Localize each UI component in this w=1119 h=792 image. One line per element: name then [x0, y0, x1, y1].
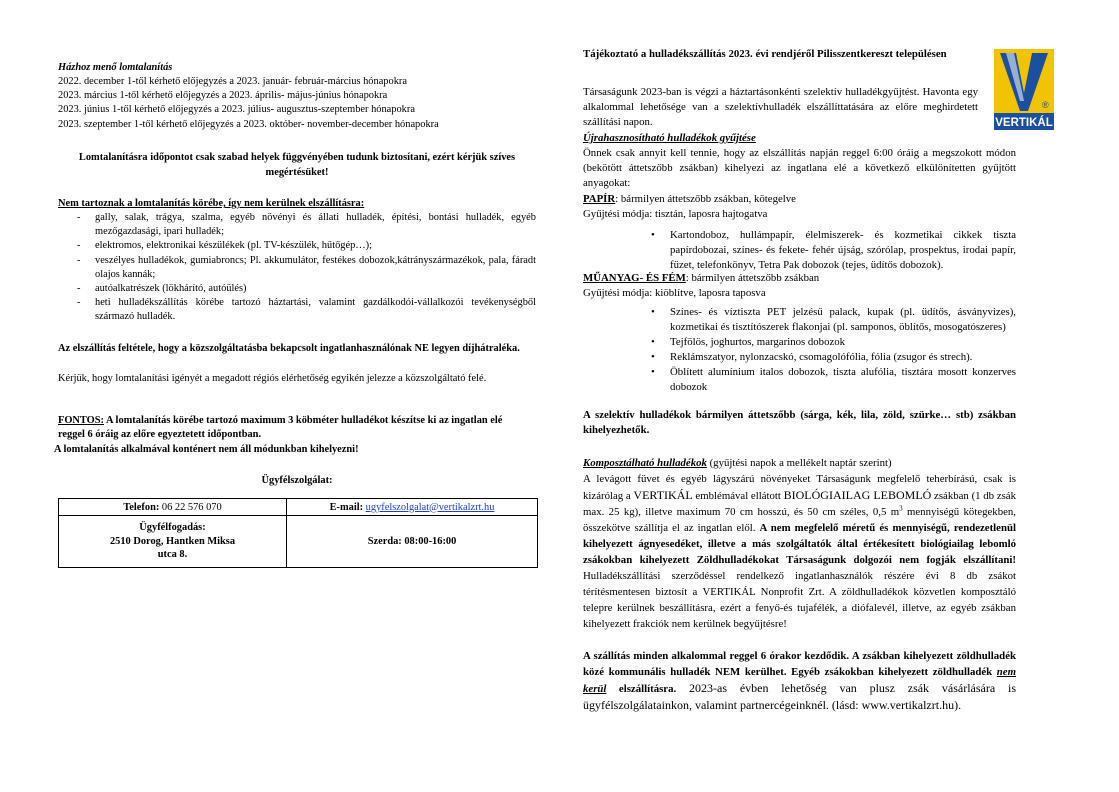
list-item: • Reklámszatyor, nylonzacskó, csomagolófólia, fólia (zsugor és strech).: [670, 350, 1016, 365]
page-title: Tájékoztató a hulladékszállítás 2023. évi rendjéről Pilisszentkereszt településen: [583, 48, 947, 60]
compost-title: Komposztálható hulladékok: [583, 457, 707, 469]
compost-bag-type: BIOLÓGIAILAG LEBOMLÓ: [783, 488, 932, 502]
intro-text: Társaságunk 2023-ban is végzi a háztartásonkénti szelektív hulladékgyűjtést. Havonta egy alkalommal lehetősége van a szelektívhulladék elszállíttatására az előre meghirdetett szállítási napon.: [583, 86, 978, 129]
office-label: Ügyfélfogadás:: [139, 522, 206, 534]
compost-paragraph: [583, 471, 1016, 632]
list-item: - gally, salak, trágya, szalma, egyéb növényi és állati hulladék, építési, bontási hulladék, egyéb mezőgazdasági, ipari hulladék;: [95, 211, 536, 239]
transport-tail: 2023-as évben lehetőség van plusz zsák vásárlására is ügyfélszolgálatainkon, valamint partnercégeinknél. (lásd: www.vertikalzrt.hu).: [583, 681, 1016, 712]
recycling-text: Önnek csak annyit kell tennie, hogy az elszállítás napján reggel 6:00 óráig a megszokott módon (bekötött áttetszőbb zsákban) kihelyezi az ingatlana elé a következő elkülönítetten gyűjtött anyagokat:: [583, 147, 1016, 190]
plastic-list: [583, 305, 1016, 396]
compost-brand: VERTIKÁL: [633, 488, 693, 502]
compost-text: emblémával ellátott: [692, 490, 784, 502]
cubic-sup: 3: [899, 504, 903, 513]
excluded-list: [58, 211, 536, 325]
phone-label: Telefon:: [123, 501, 160, 513]
office-cell: [59, 516, 287, 568]
compost-text: Hulladékszállítási szerződéssel rendelkező ingatlanhasználók részére évi 8 db zsákot térítésmentesen biztosít a VERTIKÁL Nonprofit Zrt. A zöldhulladékok közvetlen komposztáló telepre kerülnek beszállításra, ezért a fenyő-és tujafélék, a diófalevél, illetve, az egyéb zsákban kihelyezett frakciók nem kerülnek begyűjtésre!: [583, 570, 1016, 630]
compost-title-suffix: (gyűjtési napok a mellékelt naptár szerint): [706, 457, 892, 469]
logo-registered-mark: ®: [1042, 100, 1049, 110]
transport-text: A szállítás minden alkalommal reggel 6 órakor kezdődik. A zsákban kihelyezett zöldhulladék közé kommunális hulladék NEM kerülhet. Egyéb zsákokban kihelyezett zöldhulladék: [583, 650, 1016, 678]
email-label: E-mail:: [329, 501, 364, 513]
customer-service-title: Ügyfélszolgálat:: [261, 475, 333, 486]
schedule-line: 2023. március 1-től kérhető előjegyzés a 2023. április- május-június hónapokra: [58, 90, 388, 102]
lomtalanitas-title: Házhoz menő lomtalanítás: [58, 62, 173, 73]
availability-notice: Lomtalanításra időpontot csak szabad helyek függvényében tudunk biztosítani, ezért kérjük szíves megértésüket!: [78, 152, 516, 178]
compost-text: zsákban (1 db zsák max. 25 kg), illetve maximum 70 cm hosszú, és 50 cm széles, 0,5 m: [583, 490, 1016, 518]
list-item: • Kartondoboz, hullámpapír, élelmiszerek- és kozmetikai cikkek tiszta papírdobozai, színes- és fekete- fehér újság, szórólap, prospektus, irodai papír, füzet, telefonkönyv, Tetra Pak dobozok (tejes, üdítős dobozok).: [670, 228, 1016, 273]
transport-paragraph: [583, 648, 1016, 714]
selective-notice: A szelektív hulladékok bármilyen áttetszőbb (sárga, kék, lila, zöld, szürke… stb) zsákban kihelyezhetők.: [583, 409, 1016, 437]
excluded-title: Nem tartoznak a lomtalanítás körébe, így nem kerülnek elszállításra:: [58, 198, 365, 209]
list-item: - heti hulladékszállítás körébe tartozó háztartási, valamint gazdálkodói-vállalkozói tevékenységből származó hulladék.: [95, 296, 536, 324]
schedule-line: 2023. szeptember 1-től kérhető előjegyzés a 2023. október- november-december hónapokra: [58, 118, 439, 130]
schedule-line: 2022. december 1-től kérhető előjegyzés a 2023. január- február-március hónapokra: [58, 76, 407, 87]
paper-line: [583, 192, 796, 207]
phone-value[interactable]: 06 22 576 070: [159, 501, 222, 513]
condition-text: Az elszállítás feltétele, hogy a közszolgáltatásba bekapcsolt ingatlanhasználónak NE legyen díjhátraléka.: [58, 343, 520, 354]
paper-label: PAPÍR: [583, 193, 616, 205]
email-cell: [287, 499, 538, 516]
compost-warning: A nem megfelelő méretű és mennyiségű, rendezetlenül kihelyezett ágnyesedéket, illetve a más szolgáltatók által értékesített biológiailag lebomló zsákokban kihelyezett Zöldhulladékokat Társaságunk dolgozói nem fogják elszállítani!: [583, 522, 1016, 566]
plastic-line: [583, 271, 819, 286]
plastic-method: Gyűjtési módja: kiöblítve, laposra taposva: [583, 287, 766, 299]
list-item: - autóalkatrészek (lökhárító, autóülés): [95, 282, 536, 296]
vertikal-logo: [994, 49, 1054, 130]
compost-text: mennyiségű kötegekben, összekötve szállítja el az ingatlan elől.: [583, 506, 1016, 534]
logo-wordmark: VERTIKÁL: [995, 117, 1053, 129]
office-address: 2510 Dorog, Hantken Miksa: [109, 535, 236, 547]
paper-list: [583, 228, 1016, 273]
container-notice: A lomtalanítás alkalmával konténert nem áll módunkban kihelyezni!: [54, 444, 359, 455]
office-address: utca 8.: [157, 549, 188, 561]
list-item: • Öblített alumínium italos dobozok, tiszta alufólia, tisztára mosott konzerves dobozok: [670, 365, 1016, 395]
list-item: • Tejfölös, joghurtos, margarinos dobozok: [670, 335, 1016, 350]
list-item: • Színes- és víztiszta PET jelzésű palack, kupak (pl. üdítős, ásványvizes), kozmetikai és tisztítószerek flakonjai (pl. samponos, öblítős, mosogatószeres): [670, 305, 1016, 335]
important-label: FONTOS:: [58, 415, 104, 426]
list-item: - veszélyes hulladékok, gumiabroncs; Pl. akkumulátor, festékes dobozok,kátrányszármazékok, pala, fáradt olajos kannák;: [95, 254, 536, 282]
paper-method: Gyűjtési módja: tisztán, laposra hajtogatva: [583, 208, 768, 220]
request-text: Kérjük, hogy lomtalanítási igényét a megadott régiós elérhetőség egyikén jelezze a közszolgáltató felé.: [58, 373, 487, 384]
important-note: [58, 414, 528, 442]
important-text: A lomtalanítás körébe tartozó maximum 3 köbméter hulladékot készítse ki az ingatlan elé reggel 6 óráig az előre egyeztetett időpontban.: [58, 415, 503, 441]
paper-text: : bármilyen áttetszőbb zsákban, kötegelve: [615, 193, 796, 205]
office-hours: Szerda: 08:00-16:00: [287, 516, 538, 568]
recycling-title: Újrahasznosítható hulladékok gyűjtése: [583, 132, 756, 144]
schedule-line: 2023. június 1-től kérhető előjegyzés a 2023. július- augusztus-szeptember hónapokra: [58, 104, 415, 116]
phone-cell: [59, 499, 287, 516]
compost-text: A levágott füvet és egyéb lágyszárú növényeket Társaságunk megfelelő teherbírású, csak is kizárólag a: [583, 473, 1016, 502]
plastic-text: : bármilyen áttetszőbb zsákban: [685, 272, 820, 284]
schedule-list: [58, 75, 536, 132]
plastic-label: MŰANYAG- ÉS FÉM: [583, 272, 686, 284]
contact-table: [58, 498, 538, 568]
email-link[interactable]: ugyfelszolgalat@vertikalzrt.hu: [365, 501, 495, 513]
transport-emph: nem kerül: [583, 666, 1016, 695]
transport-text: elszállításra.: [606, 683, 677, 695]
logo-v-icon: [994, 49, 1054, 130]
compost-title-line: [583, 456, 892, 471]
list-item: - elektromos, elektronikai készülékek (pl. TV-készülék, hűtőgép…);: [95, 239, 536, 253]
